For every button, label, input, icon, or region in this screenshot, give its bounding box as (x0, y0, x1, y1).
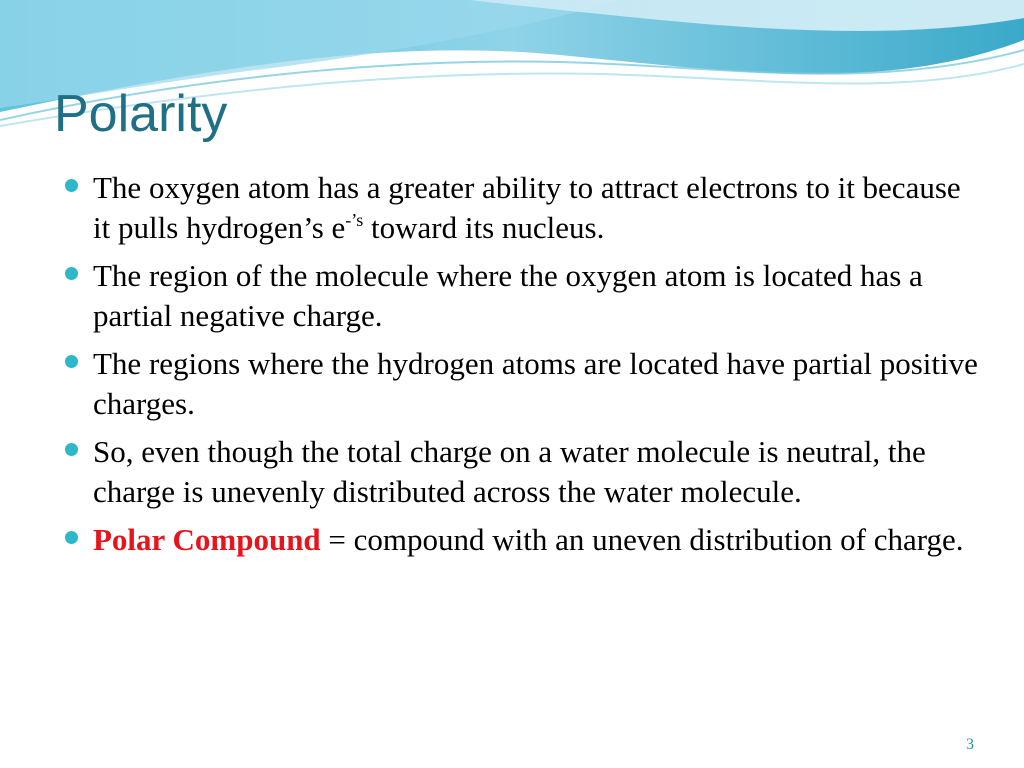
bullet-item (60, 520, 980, 560)
bullet-item (60, 432, 980, 512)
bullet-dot-icon (65, 443, 78, 456)
bullet-dot-icon (65, 179, 78, 192)
slide-title: Polarity (54, 85, 228, 143)
bullet-text: So, even though the total charge on a water molecule is neutral, the charge is unevenly distributed across the water molecule. (93, 434, 926, 509)
highlighted-term: Polar Compound (93, 522, 321, 557)
bullet-item (60, 168, 980, 248)
bullet-dot-icon (65, 531, 78, 544)
bullet-text: The region of the molecule where the oxygen atom is located has a partial negative charge. (93, 258, 923, 333)
bullet-dot-icon (65, 267, 78, 280)
bullet-text: = compound with an uneven distribution of charge. (320, 522, 964, 557)
bullet-text: The oxygen atom has a greater ability to attract electrons to it because it pulls hydrogen’s e (93, 170, 961, 245)
bullet-list (60, 168, 980, 568)
bullet-item (60, 344, 980, 424)
bullet-text: The regions where the hydrogen atoms are located have partial positive charges. (93, 346, 978, 421)
bullet-dot-icon (65, 355, 78, 368)
bullet-item (60, 256, 980, 336)
page-number: 3 (966, 736, 974, 753)
bullet-text: toward its nucleus. (363, 210, 605, 245)
superscript-text: -’s (345, 210, 364, 230)
